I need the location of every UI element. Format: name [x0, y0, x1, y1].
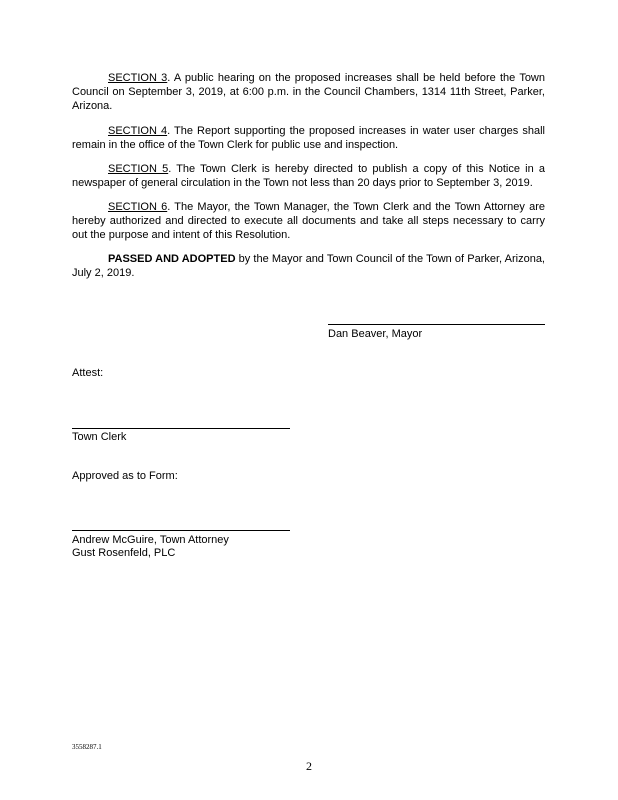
approved-as-to-form-label: Approved as to Form: [72, 470, 178, 482]
attorney-name: Andrew McGuire, Town Attorney [72, 534, 229, 546]
attorney-signature-line [72, 530, 290, 531]
attest-label: Attest: [72, 367, 104, 379]
section-4-label: SECTION 4 [108, 125, 168, 137]
mayor-signature-line [328, 324, 545, 325]
section-6-text: . The Mayor, the Town Manager, the Town Clerk and the Town Attorney are hereby authorized and directed to execute all documents and take all steps necessary to carry out the purpose and intent of this Resolution. [72, 201, 545, 241]
town-clerk-title: Town Clerk [72, 431, 127, 443]
mayor-name: Dan Beaver, Mayor [328, 328, 423, 340]
passed-and-adopted-text: by the Mayor and Town Council of the Town of Parker, Arizona, July 2, 2019. [72, 253, 545, 279]
section-3-paragraph [72, 71, 545, 113]
passed-and-adopted-label: PASSED AND ADOPTED [108, 253, 236, 265]
document-id: 3558287.1 [72, 743, 102, 751]
section-5-text: . The Town Clerk is hereby directed to publish a copy of this Notice in a newspaper of general circulation in the Town not less than 20 days prior to September 3, 2019. [72, 163, 545, 189]
section-6-label: SECTION 6 [108, 201, 168, 213]
section-3-text: . A public hearing on the proposed increases shall be held before the Town Council on September 3, 2019, at 6:00 p.m. in the Council Chambers, 1314 11th Street, Parker, Arizona. [72, 72, 545, 112]
passed-and-adopted-paragraph [72, 252, 545, 280]
attorney-firm: Gust Rosenfeld, PLC [72, 547, 176, 559]
clerk-signature-line [72, 428, 290, 429]
section-5-label: SECTION 5 [108, 163, 169, 175]
section-4-paragraph [72, 124, 545, 152]
section-4-text: . The Report supporting the proposed increases in water user charges shall remain in the office of the Town Clerk for public use and inspection. [72, 125, 545, 151]
section-5-paragraph [72, 162, 545, 190]
section-3-label: SECTION 3 [108, 72, 168, 84]
page-number: 2 [306, 759, 312, 773]
section-6-paragraph [72, 200, 545, 242]
